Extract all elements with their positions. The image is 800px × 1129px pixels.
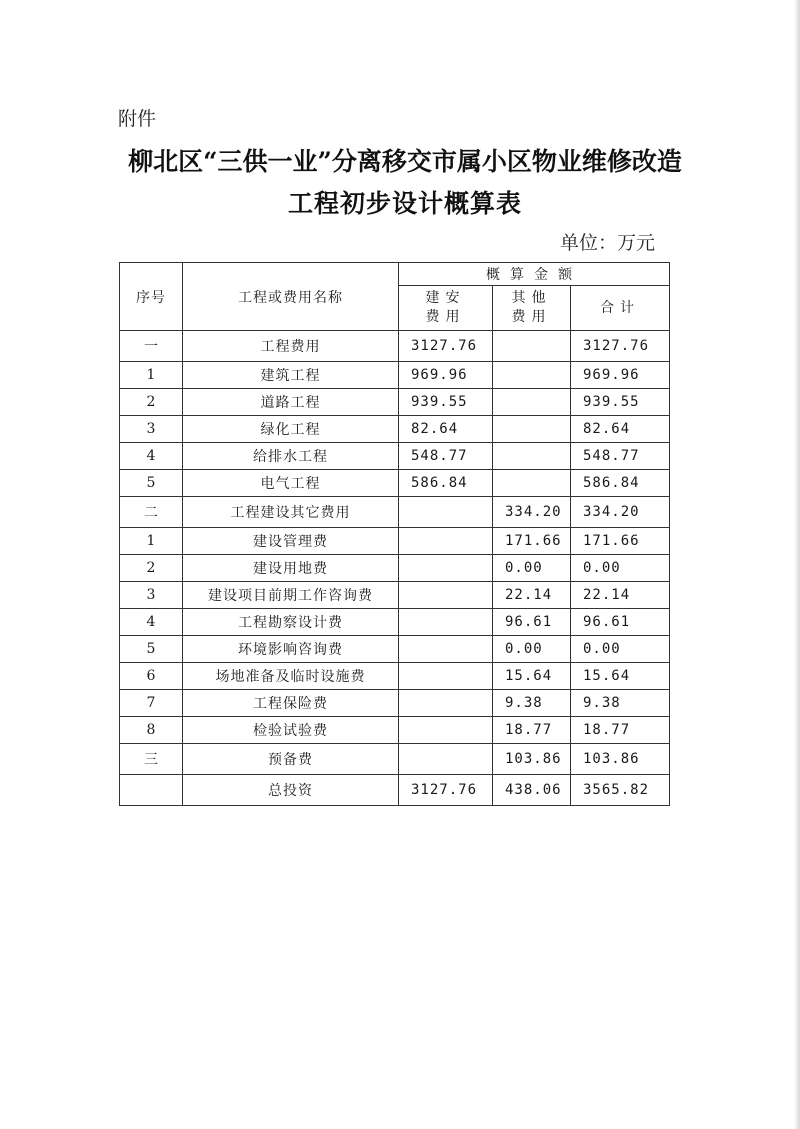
header-other [493,286,571,331]
budget-table [119,262,670,806]
cell-other: 103.86 [493,744,571,775]
table-row [120,663,670,690]
table-row [120,389,670,416]
cell-name: 工程保险费 [183,690,399,717]
cell-other [493,470,571,497]
cell-other: 438.06 [493,775,571,806]
cell-total: 586.84 [571,470,670,497]
cell-index [120,775,183,806]
cell-name: 检验试验费 [183,717,399,744]
cell-total: 96.61 [571,609,670,636]
cell-total: 0.00 [571,636,670,663]
header-group: 概算金额 [399,263,670,286]
cell-index: 8 [120,717,183,744]
cell-index: 4 [120,609,183,636]
cell-other: 15.64 [493,663,571,690]
cell-total: 939.55 [571,389,670,416]
table-row [120,416,670,443]
cell-name: 预备费 [183,744,399,775]
cell-construction: 3127.76 [399,331,493,362]
cell-other: 0.00 [493,636,571,663]
cell-name: 工程勘察设计费 [183,609,399,636]
cell-total: 3127.76 [571,331,670,362]
table-row [120,582,670,609]
cell-construction [399,555,493,582]
cell-name: 给排水工程 [183,443,399,470]
cell-name: 总投资 [183,775,399,806]
cell-index: 3 [120,416,183,443]
table-row [120,443,670,470]
header-other-line1: 其他 [511,290,552,306]
cell-construction: 82.64 [399,416,493,443]
table-row [120,636,670,663]
table-row [120,362,670,389]
table-row [120,528,670,555]
cell-other: 171.66 [493,528,571,555]
cell-construction: 586.84 [399,470,493,497]
cell-index: 三 [120,744,183,775]
header-construction [399,286,493,331]
header-construction-line2: 费用 [425,309,466,325]
header-name: 工程或费用名称 [183,263,399,331]
unit-label: 单位：万元 [560,232,656,254]
cell-other: 22.14 [493,582,571,609]
cell-construction [399,636,493,663]
cell-name: 环境影响咨询费 [183,636,399,663]
cell-other: 334.20 [493,497,571,528]
cell-index: 6 [120,663,183,690]
cell-name: 建设项目前期工作咨询费 [183,582,399,609]
cell-construction [399,663,493,690]
cell-total: 171.66 [571,528,670,555]
scan-edge [794,0,800,1129]
cell-other: 96.61 [493,609,571,636]
document-title-line-1: 柳北区“三供一业”分离移交市属小区物业维修改造 [128,147,682,176]
cell-total: 9.38 [571,690,670,717]
table-row [120,609,670,636]
cell-index: 3 [120,582,183,609]
cell-total: 0.00 [571,555,670,582]
table-row [120,775,670,806]
cell-name: 工程费用 [183,331,399,362]
cell-name: 电气工程 [183,470,399,497]
cell-total: 82.64 [571,416,670,443]
cell-construction [399,582,493,609]
cell-total: 18.77 [571,717,670,744]
table-row [120,470,670,497]
cell-index: 1 [120,362,183,389]
cell-other: 18.77 [493,717,571,744]
cell-index: 2 [120,389,183,416]
cell-name: 绿化工程 [183,416,399,443]
cell-total: 15.64 [571,663,670,690]
cell-construction: 3127.76 [399,775,493,806]
cell-index: 1 [120,528,183,555]
cell-construction [399,528,493,555]
budget-table-body [120,331,670,806]
cell-index: 4 [120,443,183,470]
document-title-line-2: 工程初步设计概算表 [287,189,522,218]
cell-other: 0.00 [493,555,571,582]
table-row [120,744,670,775]
table-row [120,555,670,582]
table-row [120,717,670,744]
cell-name: 建设用地费 [183,555,399,582]
cell-construction: 548.77 [399,443,493,470]
header-construction-line1: 建安 [425,290,466,306]
cell-other [493,443,571,470]
cell-other [493,331,571,362]
cell-name: 建设管理费 [183,528,399,555]
cell-total: 3565.82 [571,775,670,806]
table-row [120,690,670,717]
cell-construction [399,690,493,717]
attachment-label: 附件 [118,108,157,130]
table-row [120,331,670,362]
cell-construction [399,609,493,636]
cell-name: 场地准备及临时设施费 [183,663,399,690]
cell-other [493,389,571,416]
cell-other [493,416,571,443]
cell-index: 7 [120,690,183,717]
cell-total: 969.96 [571,362,670,389]
cell-name: 建筑工程 [183,362,399,389]
cell-construction [399,744,493,775]
cell-total: 22.14 [571,582,670,609]
cell-index: 5 [120,470,183,497]
header-index: 序号 [120,263,183,331]
cell-other [493,362,571,389]
cell-construction: 939.55 [399,389,493,416]
cell-total: 548.77 [571,443,670,470]
header-total: 合计 [571,286,670,331]
cell-total: 334.20 [571,497,670,528]
cell-construction: 969.96 [399,362,493,389]
cell-index: 二 [120,497,183,528]
table-row [120,497,670,528]
header-other-line2: 费用 [511,309,552,325]
cell-construction [399,497,493,528]
cell-construction [399,717,493,744]
cell-index: 5 [120,636,183,663]
cell-name: 工程建设其它费用 [183,497,399,528]
cell-total: 103.86 [571,744,670,775]
cell-other: 9.38 [493,690,571,717]
cell-index: 一 [120,331,183,362]
cell-index: 2 [120,555,183,582]
cell-name: 道路工程 [183,389,399,416]
